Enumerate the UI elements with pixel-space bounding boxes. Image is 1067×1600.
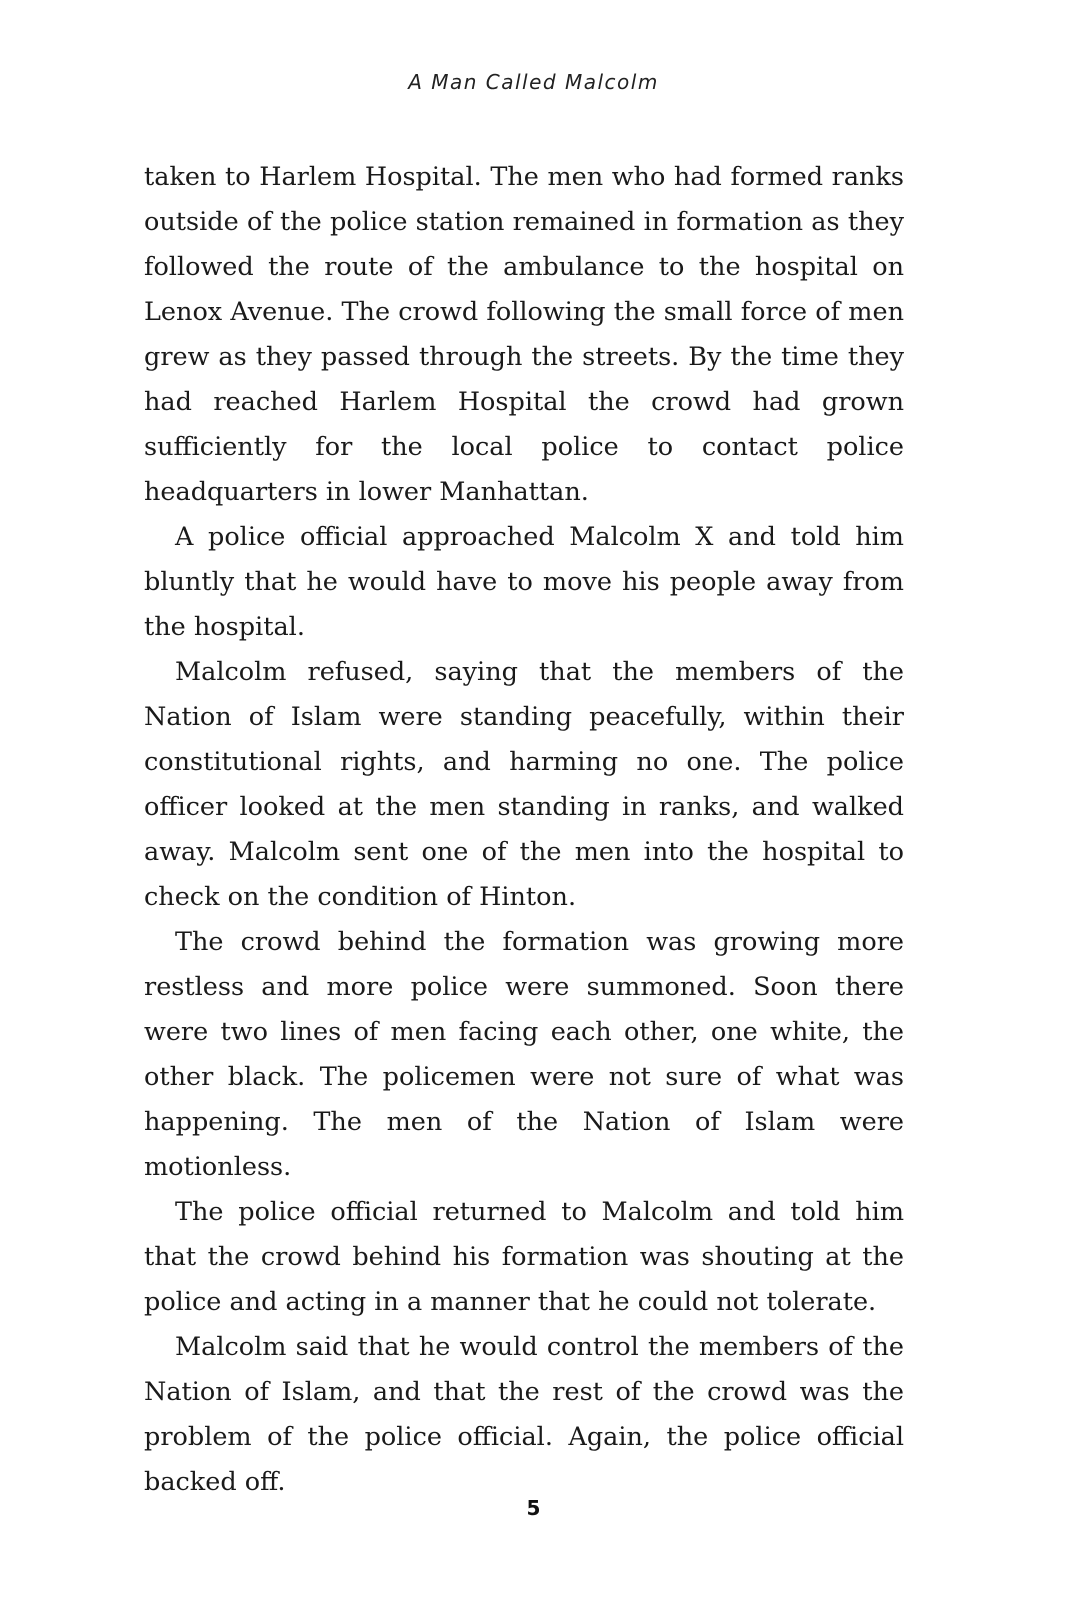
paragraph: The police official returned to Malcolm and told him that the crowd behind his formation was shouting at the police and acting in a manner that he could not tolerate. (144, 1197, 904, 1317)
paragraph: A police official approached Malcolm X and told him bluntly that he would have to move his people away from the hospital. (144, 522, 904, 642)
page-number: 5 (526, 1496, 541, 1520)
page-body (144, 155, 904, 1505)
paragraph-continued: taken to Harlem Hospital. The men who had formed ranks outside of the police station remained in formation as they followed the route of the ambulance to the hospital on Lenox Avenue. The crowd following the small force of men grew as they passed through the streets. By the time they had reached Harlem Hospital the crowd had grown sufficiently for the local police to contact police headquarters in lower Manhattan. (144, 162, 904, 507)
paragraph: The crowd behind the formation was growing more restless and more police were summoned. Soon there were two lines of men facing each other, one white, the other black. The policemen were not sure of what was happening. The men of the Nation of Islam were motionless. (144, 927, 904, 1182)
paragraph: Malcolm refused, saying that the members of the Nation of Islam were standing peacefully, within their constitutional rights, and harming no one. The police officer looked at the men standing in ranks, and walked away. Malcolm sent one of the men into the hospital to check on the condition of Hinton. (144, 657, 904, 912)
running-head-title: A Man Called Malcolm (408, 70, 659, 94)
paragraph: Malcolm said that he would control the members of the Nation of Islam, and that the rest of the crowd was the problem of the police official. Again, the police official backed off. (144, 1332, 904, 1497)
